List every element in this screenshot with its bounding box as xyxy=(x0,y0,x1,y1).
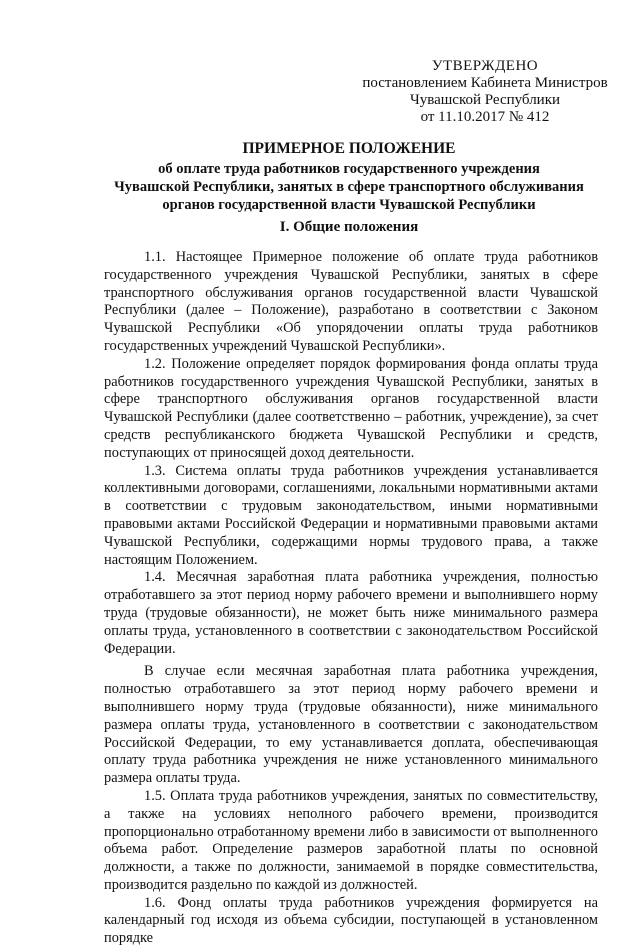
approval-line-3: от 11.10.2017 № 412 xyxy=(420,109,550,125)
title-sub-1: об оплате труда работников государственного учреждения xyxy=(158,161,540,177)
paragraph-1-1: 1.1. Настоящее Примерное положение об оплате труда работников государственного учреждения Чувашской Республики, занятых в сфере транспортного обслуживания органов государственной власти Чувашской Республики (далее – Положение), разработано в соответствии с Законом Чувашской Республики «Об упорядочении оплаты труда работников государственных учреждений Чувашской Республики». xyxy=(104,249,598,354)
paragraph-1-3: 1.3. Система оплаты труда работников учреждения устанавливается коллективными договорами, соглашениями, локальными нормативными актами в соответствии с трудовым законодательством, иными нормативными правовыми актами Российской Федерации и нормативными правовыми актами Чувашской Республики, содержащими нормы трудового права, а также настоящим Положением. xyxy=(104,462,598,568)
approval-line-2: Чувашской Республики xyxy=(409,92,561,108)
paragraph-1-6: 1.6. Фонд оплаты труда работников учреждения формируется на календарный год исходя из объема субсидии, поступающей в установленном порядке xyxy=(104,894,598,947)
paragraph-1-4: 1.4. Месячная заработная плата работника учреждения, полностью отработавшего за этот период норму рабочего времени и выполнившего норму труда (трудовые обязанности), не может быть ниже минимального размера оплаты труда, установленного в соответствии с законодательством Российской Федерации. xyxy=(104,569,598,657)
title-sub-3: органов государственной власти Чувашской Республики xyxy=(162,197,536,213)
paragraph-1-5: 1.5. Оплата труда работников учреждения, занятых по совместительству, а также на условиях неполного рабочего времени, производится пропорционально отработанному времени либо в зависимости от выполненного объема работ. Определение размеров заработной платы по основной должности, а также по должности, занимаемой в порядке совместительства, производится раздельно по каждой из должностей. xyxy=(104,787,598,893)
title-main: ПРИМЕРНОЕ ПОЛОЖЕНИЕ xyxy=(242,140,456,157)
approval-heading: УТВЕРЖДЕНО xyxy=(431,58,539,74)
document-body xyxy=(104,249,598,948)
title-sub-2: Чувашской Республики, занятых в сфере транспортного обслуживания xyxy=(114,179,584,195)
section-heading: I. Общие положения xyxy=(279,219,419,235)
approval-stamp xyxy=(360,58,610,126)
approval-line-1: постановлением Кабинета Министров xyxy=(362,75,608,91)
paragraph-1-2: 1.2. Положение определяет порядок формирования фонда оплаты труда работников государственного учреждения Чувашской Республики, занятых в сфере транспортного обслуживания органов государственной власти Чувашской Республики (далее соответственно – работник, учреждение), за счет средств республиканского бюджета Чувашской Республики и средств, поступающих от приносящей доход деятельности. xyxy=(104,355,598,461)
paragraph-1-4-continued: В случае если месячная заработная плата работника учреждения, полностью отработавшего за этот период норму рабочего времени и выполнившего норму труда (трудовые обязанности), ниже минимального размера оплаты труда, установленного в соответствии с законодательством Российской Федерации, то ему устанавливается доплата, обеспечивающая оплату труда работника учреждения не ниже установленного минимального размера оплаты труда. xyxy=(104,663,598,787)
document-title xyxy=(100,140,598,214)
